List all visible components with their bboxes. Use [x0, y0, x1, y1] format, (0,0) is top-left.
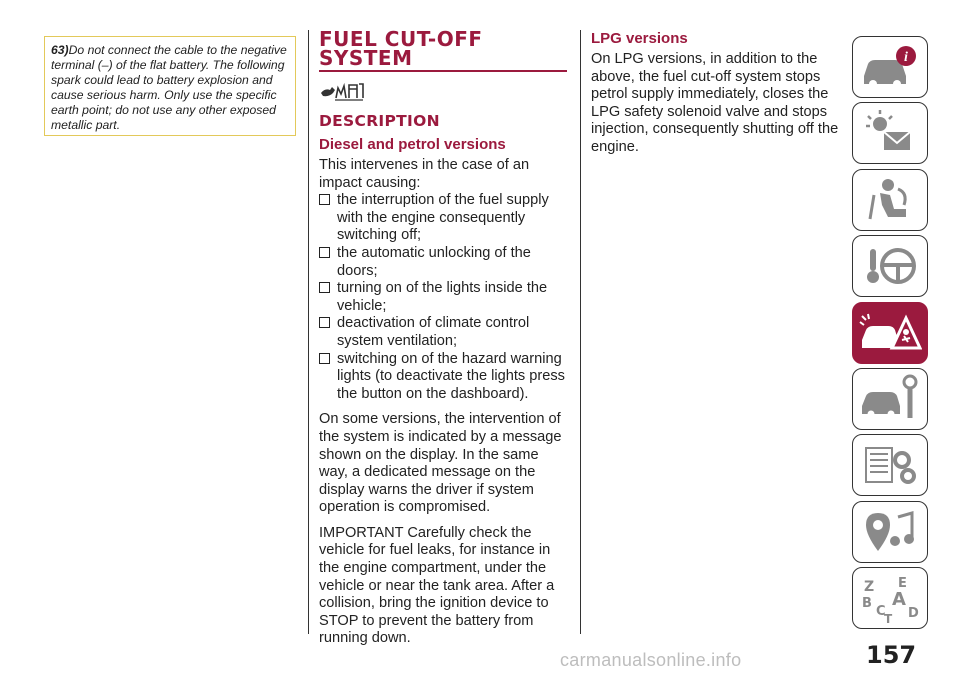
bullet-item: turning on of the lights inside the vehicle; — [319, 280, 571, 315]
index-letter: B — [862, 596, 872, 612]
watermark: carmanualsonline.info — [560, 650, 742, 670]
car-emergency-triangle-icon — [858, 308, 922, 358]
index-letter: A — [892, 589, 906, 611]
alphabetical-index-icon — [858, 573, 922, 623]
display-message-paragraph: On some versions, the intervention of the system is indicated by a message shown on the display. In the same way, a dedicated message on the display warns the driver if system operation is compromised. — [319, 411, 562, 516]
section-title — [319, 27, 571, 70]
tab-knowing-car[interactable] — [852, 36, 928, 98]
section-title-line2: SYSTEM — [319, 46, 413, 70]
square-bullet-icon — [319, 317, 330, 328]
right-column — [591, 30, 841, 157]
square-bullet-icon — [319, 247, 330, 258]
tab-index[interactable] — [852, 567, 928, 629]
tab-starting-driving[interactable] — [852, 235, 928, 297]
diesel-petrol-heading: Diesel and petrol versions — [319, 136, 506, 153]
tab-technical-data[interactable] — [852, 434, 928, 496]
lpg-paragraph: On LPG versions, in addition to the above, the fuel cut-off system stops petrol supply immediately, closes the LPG safety solenoid valve and stops injection, consequently shutting off the engine. — [591, 51, 839, 155]
car-info-icon — [858, 42, 922, 92]
index-letter: D — [908, 606, 919, 622]
square-bullet-icon — [319, 353, 330, 364]
tab-dashboard[interactable] — [852, 102, 928, 164]
page-number: 157 — [866, 641, 917, 669]
seat-airbag-icon — [858, 175, 922, 225]
chapter-sidebar — [852, 36, 928, 634]
index-letter: T — [884, 612, 893, 624]
important-paragraph: IMPORTANT Carefully check the vehicle for fuel leaks, for instance in the engine compartment, under the vehicle or near the tank area. After a collision, bring the ignition device to STOP to prevent the battery from running down. — [319, 524, 555, 647]
index-letter: E — [898, 576, 907, 592]
bullet-item: deactivation of climate control system ventilation; — [319, 315, 571, 350]
index-letter: C — [876, 604, 886, 620]
warning-note — [51, 43, 289, 133]
description-heading: DESCRIPTION — [319, 112, 440, 130]
bullet-item: switching on of the hazard warning lights (to deactivate the lights press the button on the dashboard). — [319, 351, 571, 404]
bullet-item: the interruption of the fuel supply with the engine consequently switching off; — [319, 192, 571, 245]
tab-servicing-care[interactable] — [852, 368, 928, 430]
column-divider-right — [580, 30, 581, 634]
car-maintenance-wrench-icon — [858, 374, 922, 424]
key-steering-wheel-icon — [858, 241, 922, 291]
specs-gears-icon — [858, 440, 922, 490]
symbol-row — [319, 78, 571, 108]
lpg-heading: LPG versions — [591, 30, 688, 47]
warning-text: Do not connect the cable to the negative terminal (–) of the flat battery. The following spark could lead to battery explosion and cause serious harm. Only use the specific earth point; do not use any other exposed metallic part. — [51, 43, 287, 132]
multimedia-navigation-icon — [858, 507, 922, 557]
intro-paragraph: This intervenes in the case of an impact causing: — [319, 157, 530, 191]
svg-text:i: i — [904, 50, 908, 65]
index-letter: Z — [864, 579, 875, 596]
warning-note-box — [44, 36, 296, 136]
bullet-item: the automatic unlocking of the doors; — [319, 245, 571, 280]
tab-safety[interactable] — [852, 169, 928, 231]
square-bullet-icon — [319, 194, 330, 205]
square-bullet-icon — [319, 282, 330, 293]
section-title-line1: FUEL CUT-OFF — [319, 27, 483, 51]
warning-number: 63) — [51, 43, 69, 57]
diesel-intro — [319, 157, 571, 648]
warning-light-envelope-icon — [858, 108, 922, 158]
fuel-cutoff-symbol-icon — [319, 78, 365, 104]
main-column — [319, 27, 571, 648]
title-underline — [319, 70, 567, 72]
tab-multimedia[interactable] — [852, 501, 928, 563]
column-divider-left — [308, 30, 309, 634]
tab-in-an-emergency[interactable] — [852, 302, 928, 364]
